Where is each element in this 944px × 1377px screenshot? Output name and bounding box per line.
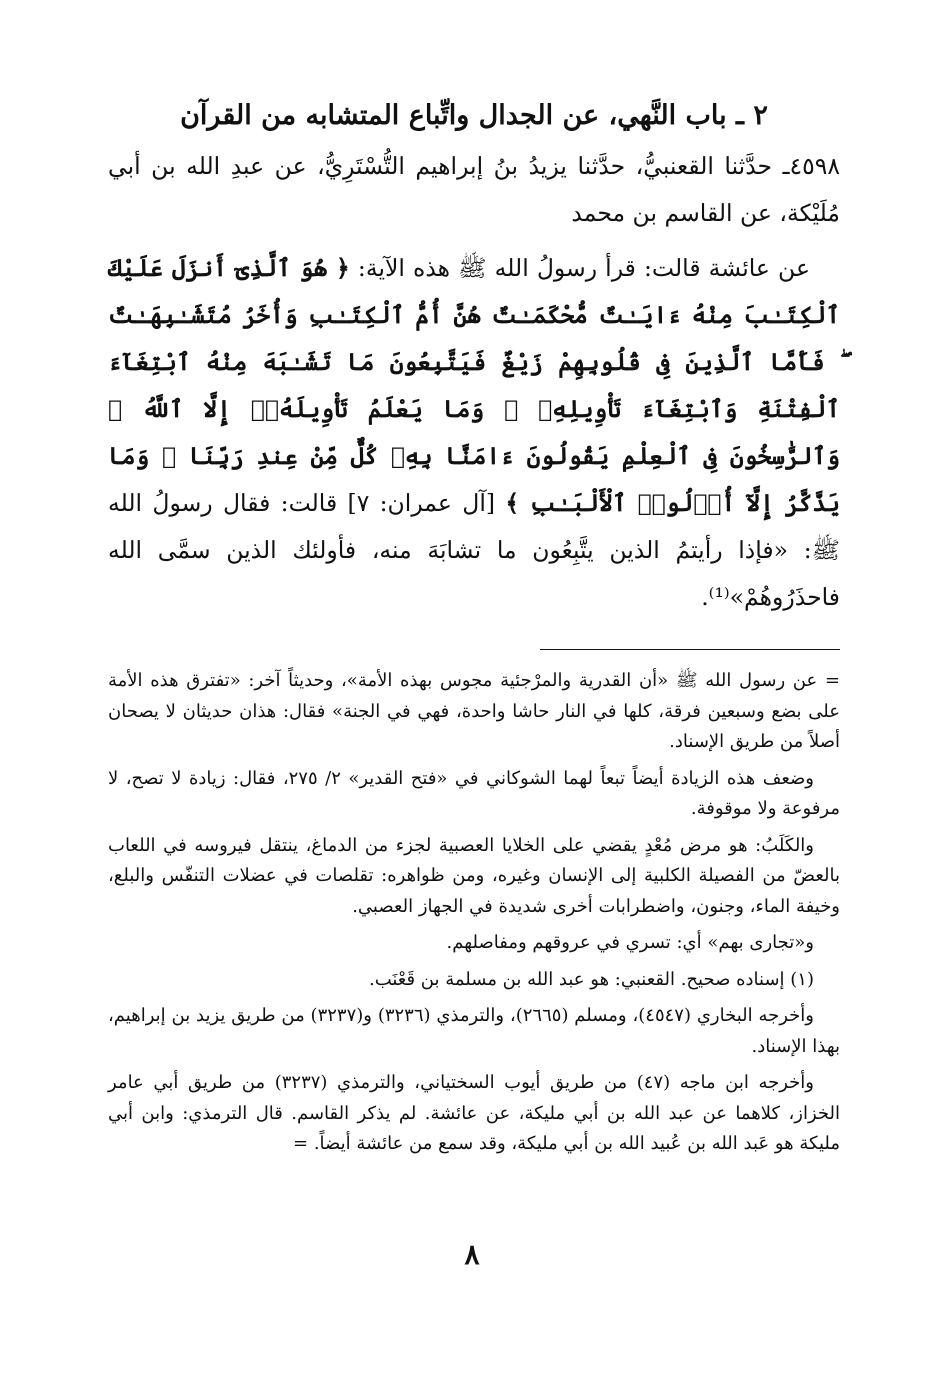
footnote-paragraph: والكَلَبُ: هو مرض مُعْدٍ يقضي على الخلايا العصبية لجزء من الدماغ، ينتقل فيروسه في اللعاب بالعضّ من الفصيلة الكلبية إلى الإنسان وغيره، ومن ظواهره: تقلصات في عضلات التنفّس والبلع، وخيفة الماء، وجنون، واضطرابات أخرى شديدة في الجهاز العصبي. — [108, 834, 840, 917]
hadith-isnad: ٤٥٩٨ـ حدَّثنا القعنبيُّ، حدَّثنا يزيدُ بنُ إبراهيم التُّسْتَرِيُّ، عن عبدِ الله بن أبي مُلَيْكة، عن القاسم بن محمد — [108, 152, 840, 227]
narration-intro: عن عائشة قالت: قرأ رسولُ الله ﷺ هذه الآية: — [357, 254, 810, 282]
chapter-title: ٢ ـ باب النَّهي، عن الجدال واتِّباع المتشابه من القرآن — [180, 100, 768, 131]
footnote-separator — [540, 649, 840, 650]
footnote-paragraph: وأخرجه البخاري (٤٥٤٧)، ومسلم (٢٦٦٥)، والترمذي (٣٢٣٦) و(٣٢٣٧) من طريق يزيد بن إبراهيم، بهذا الإسناد. — [108, 1005, 840, 1057]
footnote-paragraph: و«تجارى بهم» أي: تسري في عروقهم ومفاصلهم. — [446, 932, 814, 953]
book-page — [108, 95, 840, 1166]
narration-end: [آل عمران: ٧] قالت: فقال رسولُ الله ﷺ: «فإذا رأيتمُ الذين يتَّبِعُون ما تشابَهَ منه، فأولئك الذين سمَّى الله فاحذَرُوهُمْ»⁽¹⁾. — [108, 489, 840, 611]
hadith-narration — [108, 245, 840, 621]
footnote-1: (١) إسناده صحيح. القعنبي: هو عبد الله بن مسلمة بن قَعْنَب. — [368, 968, 814, 990]
footnote-continuation: = عن رسول الله ﷺ «أن القدرية والمرْجئية مجوس بهذه الأمة»، وحديثاً آخر: «تفترق هذه الأمة على بضع وسبعين فرقة، كلها في النار حاشا واحدة، فهي في الجنة» فقال: هذان حديثان لا يصحان أصلاً من طريق الإسناد. — [108, 670, 840, 752]
footnote-paragraph: وضعف هذه الزيادة أيضاً تبعاً لهما الشوكاني في «فتح القدير» ٢/ ٢٧٥، فقال: زيادة لا تصح، لا مرفوعة ولا موقوفة. — [108, 767, 840, 819]
footnote-paragraph: وأخرجه ابن ماجه (٤٧) من طريق أيوب السختياني، والترمذي (٣٢٣٧) من طريق أبي عامر الخزاز، كلاهما عن عبد الله بن أبي مليكة، عن عائشة. لم يذكر القاسم. قال الترمذي: وابن أبي مليكة هو عَبد الله بن عُبيد الله بن أبي مليكة، وقد سمع من عائشة أيضاً. = — [108, 1072, 840, 1154]
footnotes — [108, 666, 840, 1160]
quran-verse: ﴿ هُوَ ٱلَّذِىٓ أَنزَلَ عَلَيْكَ ٱلْكِتَـٰبَ مِنْهُ ءَايَـٰتٌ مُّحْكَمَـٰتٌ هُنَّ أُمُّ ٱلْكِتَـٰبِ وَأُخَرُ مُتَشَـٰبِهَـٰتٌ ۖ فَأَمَّا ٱلَّذِينَ فِى قُلُوبِهِمْ زَيْغٌ فَيَتَّبِعُونَ مَا تَشَـٰبَهَ مِنْهُ ٱبْتِغَآءَ ٱلْفِتْنَةِ وَٱبْتِغَآءَ تَأْوِيلِهِۦ ۗ وَمَا يَعْلَمُ تَأْوِيلَهُۥٓ إِلَّا ٱللَّهُ ۗ وَٱلرَّٰسِخُونَ فِى ٱلْعِلْمِ يَقُولُونَ ءَامَنَّا بِهِۦ كُلٌّ مِّنْ عِندِ رَبِّنَا ۗ وَمَا يَذَّكَّرُ إِلَّآ أُو۟لُوا۟ ٱلْأَلْبَـٰبِ ﴾ — [108, 254, 840, 517]
page-number: ٨ — [464, 1238, 480, 1271]
